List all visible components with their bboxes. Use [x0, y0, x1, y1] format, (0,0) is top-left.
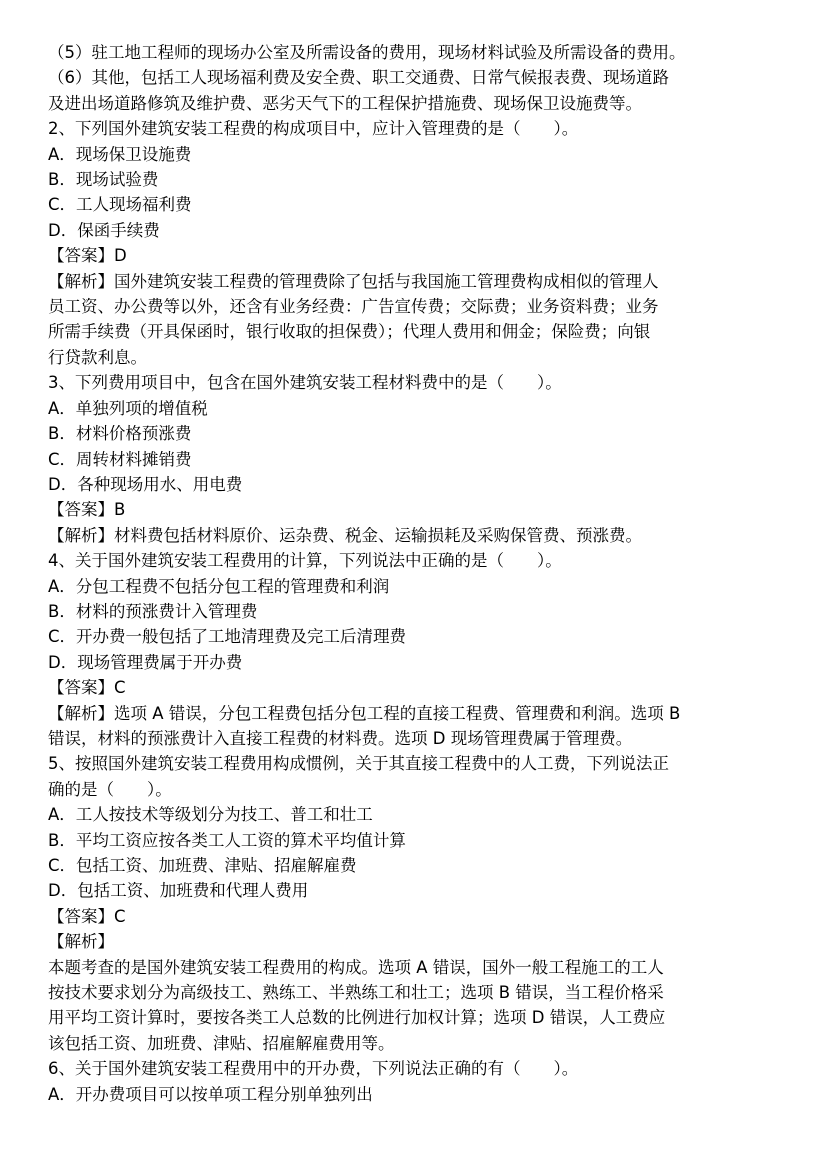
- question-3-option-c: C．周转材料摊销费: [48, 449, 192, 469]
- question-3-option-b: B．材料价格预涨费: [48, 424, 192, 444]
- question-5-option-c: C．包括工资、加班费、津贴、招雇解雇费: [48, 856, 357, 875]
- question-5-answer: 【答案】C: [48, 906, 126, 926]
- question-4-analysis: 错误，材料的预涨费计入直接工程费的材料费。选项 D 现场管理费属于管理费。: [48, 728, 633, 748]
- question-3-option-a: A．单独列项的增值税: [48, 398, 208, 418]
- question-5-stem: 5、按照国外建筑安装工程费用构成惯例，关于其直接工程费中的人工费，下列说法正: [48, 754, 669, 774]
- question-4-option-c: C．开办费一般包括了工地清理费及完工后清理费: [48, 627, 407, 647]
- question-2-option-d: D．保函手续费: [48, 220, 160, 240]
- question-2-option-b: B．现场试验费: [48, 170, 159, 190]
- question-5-option-b: B．平均工资应按各类工人工资的算术平均值计算: [48, 830, 406, 850]
- question-4-answer: 【答案】C: [48, 678, 126, 698]
- text-line: 及进出场道路修筑及维护费、恶劣天气下的工程保护措施费、现场保卫设施费等。: [48, 93, 642, 113]
- question-2-stem: 2、下列国外建筑安装工程费的构成项目中，应计入管理费的是（ ）。: [48, 119, 579, 139]
- question-4-option-d: D．现场管理费属于开办费: [48, 652, 243, 672]
- question-5-analysis: 按技术要求划分为高级技工、熟练工、半熟练工和壮工；选项 B 错误，当工程价格采: [48, 983, 664, 1003]
- question-2-option-a: A．现场保卫设施费: [48, 144, 192, 164]
- question-5-option-d: D．包括工资、加班费和代理人费用: [48, 881, 309, 901]
- question-2-analysis: 行贷款利息。: [48, 347, 147, 367]
- question-4-analysis: 【解析】选项 A 错误，分包工程费包括分包工程的直接工程费、管理费和利润。选项 B: [48, 703, 681, 723]
- question-3-answer: 【答案】B: [48, 500, 126, 520]
- text-line: （6）其他，包括工人现场福利费及安全费、职工交通费、日常气候报表费、现场道路: [48, 68, 669, 88]
- question-4-stem: 4、关于国外建筑安装工程费用的计算，下列说法中正确的是（ ）。: [48, 551, 562, 571]
- question-2-analysis: 员工资、办公费等以外，还含有业务经费：广告宣传费；交际费；业务资料费；业务: [48, 297, 659, 317]
- question-5-analysis: 该包括工资、加班费、津贴、招雇解雇费用等。: [48, 1033, 395, 1053]
- question-3-stem: 3、下列费用项目中，包含在国外建筑安装工程材料费中的是（ ）。: [48, 373, 562, 393]
- question-4-option-a: A．分包工程费不包括分包工程的管理费和利润: [48, 576, 390, 596]
- question-2-analysis: 【解析】国外建筑安装工程费的管理费除了包括与我国施工管理费构成相似的管理人: [48, 271, 659, 291]
- question-3-analysis: 【解析】材料费包括材料原价、运杂费、税金、运输损耗及采购保管费、预涨费。: [48, 525, 642, 545]
- question-2-option-c: C．工人现场福利费: [48, 195, 192, 215]
- question-6-stem: 6、关于国外建筑安装工程费用中的开办费，下列说法正确的有（ ）。: [48, 1059, 579, 1079]
- question-2-answer: 【答案】D: [48, 246, 127, 266]
- text-line: （5）驻工地工程师的现场办公室及所需设备的费用，现场材料试验及所需设备的费用。: [48, 43, 686, 62]
- question-4-option-b: B．材料的预涨费计入管理费: [48, 601, 258, 621]
- question-5-analysis-heading: 【解析】: [48, 932, 114, 952]
- question-5-analysis: 用平均工资计算时，要按各类工人总数的比例进行加权计算；选项 D 错误，人工费应: [48, 1008, 666, 1028]
- question-5-analysis: 本题考查的是国外建筑安装工程费用的构成。选项 A 错误，国外一般工程施工的工人: [48, 957, 664, 977]
- question-6-option-a: A．开办费项目可以按单项工程分别单独列出: [48, 1084, 373, 1104]
- question-5-stem: 确的是（ ）。: [48, 779, 172, 799]
- question-3-option-d: D．各种现场用水、用电费: [48, 474, 243, 494]
- question-5-option-a: A．工人按技术等级划分为技工、普工和壮工: [48, 805, 373, 825]
- question-2-analysis: 所需手续费（开具保函时，银行收取的担保费）；代理人费用和佣金；保险费；向银: [48, 322, 651, 342]
